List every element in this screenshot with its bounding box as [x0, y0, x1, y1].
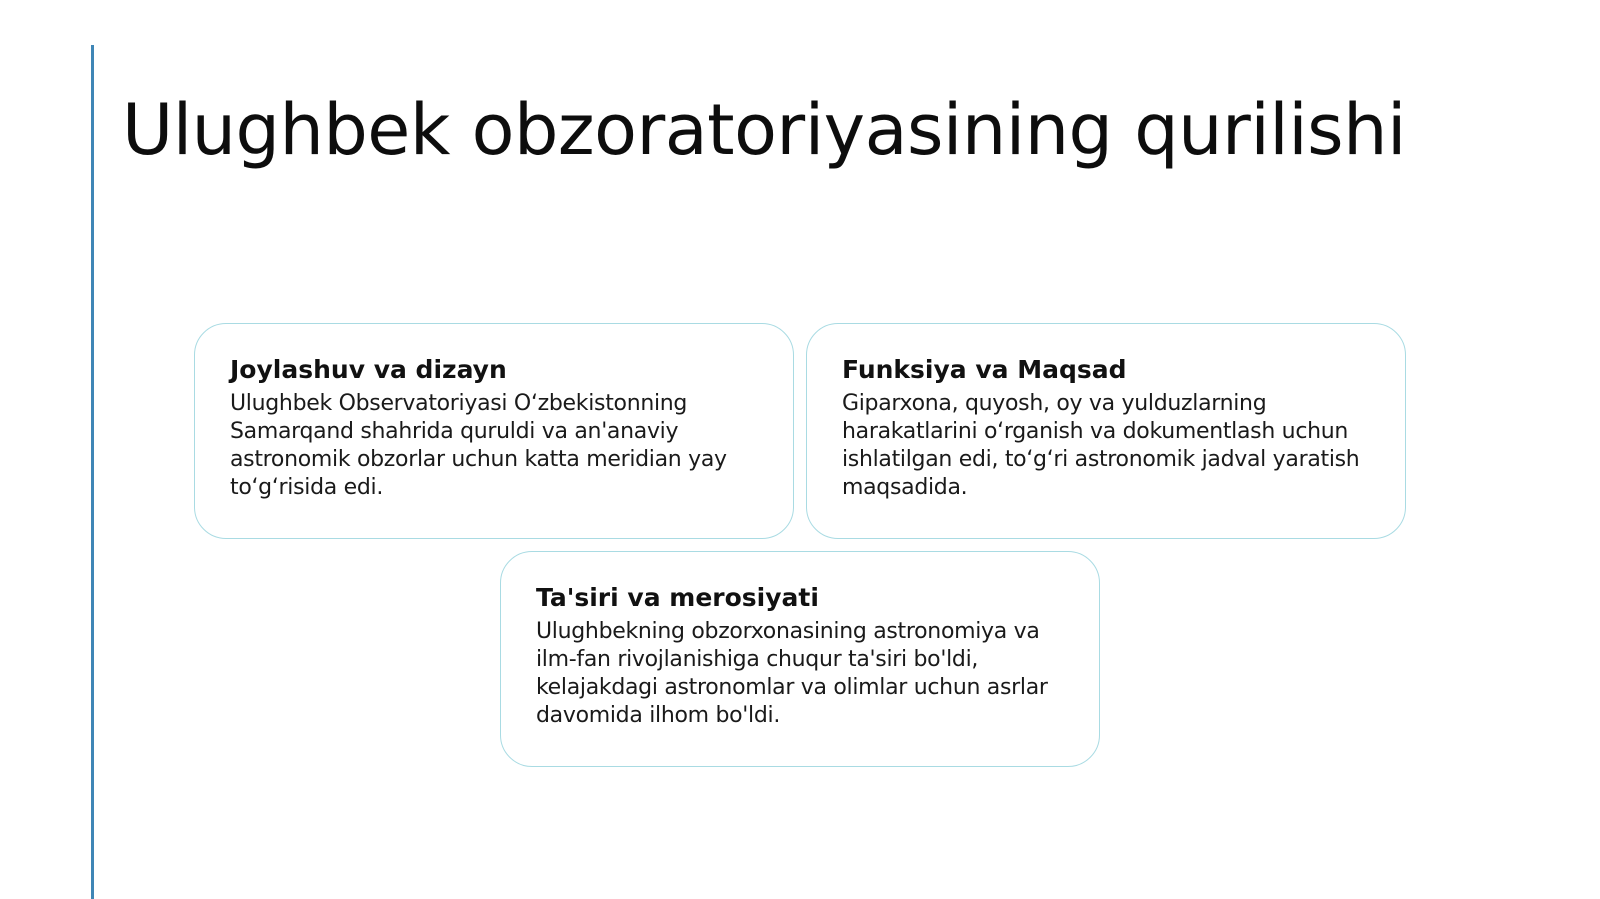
card-location-design: [194, 323, 794, 539]
card-title: Joylashuv va dizayn: [230, 355, 507, 384]
card-text: Ulughbek Observatoriyasi O‘zbekistonning Samarqand shahrida quruldi va an'anaviy astronomik obzorlar uchun katta meridian yay to‘g‘risida edi.: [230, 391, 727, 500]
title-accent-bar: [91, 45, 94, 899]
card-text: Ulughbekning obzorxonasining astronomiya va ilm-fan rivojlanishiga chuqur ta'siri bo'ldi, kelajakdagi astronomlar va olimlar uchun asrlar davomida ilhom bo'ldi.: [536, 619, 1048, 728]
slide-title: Ulughbek obzoratoriyasining qurilishi: [122, 89, 1406, 171]
card-title: Funksiya va Maqsad: [842, 355, 1127, 384]
card-title: Ta'siri va merosiyati: [536, 583, 819, 612]
card-function-purpose: [806, 323, 1406, 539]
card-text: Giparxona, quyosh, oy va yulduzlarning harakatlarini o‘rganish va dokumentlash uchun ishlatilgan edi, to‘g‘ri astronomik jadval yaratish maqsadida.: [842, 391, 1360, 500]
card-impact-legacy: [500, 551, 1100, 767]
